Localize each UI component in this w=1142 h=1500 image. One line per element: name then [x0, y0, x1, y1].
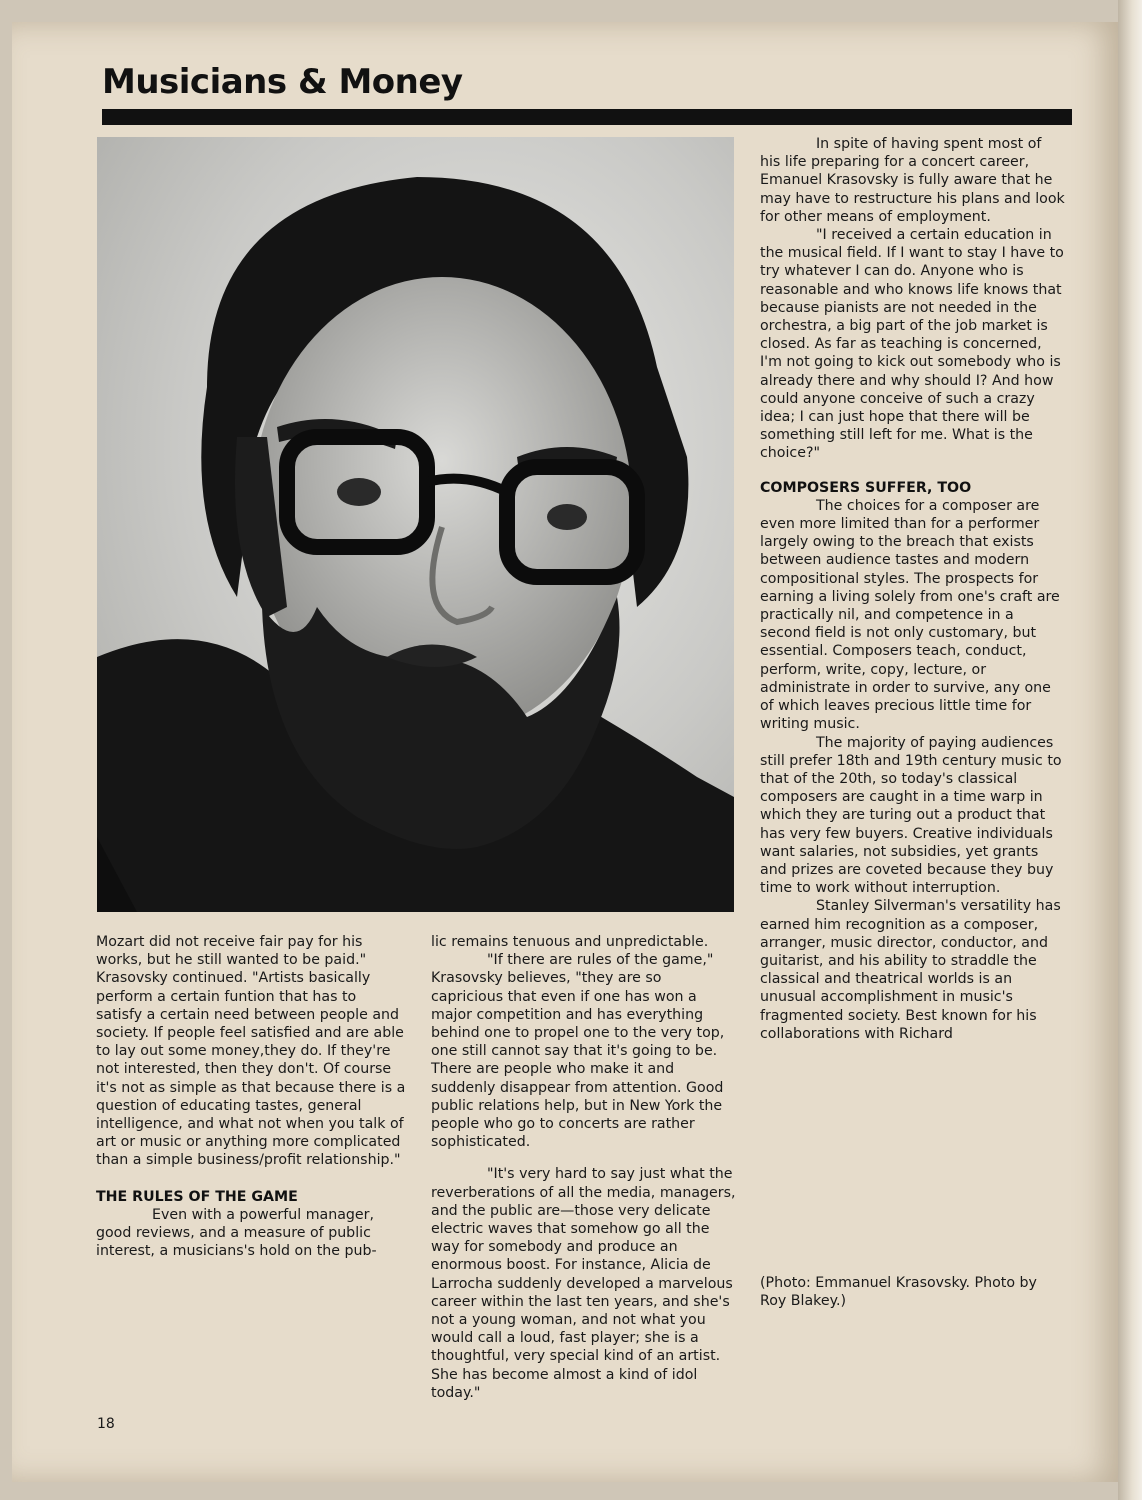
paragraph: Even with a powerful manager, good reviews, and a measure of public interest, a musicians's hold on the pub- [96, 1206, 377, 1260]
paragraph: The choices for a composer are even more limited than for a performer largely owing to the breach that exists between audience tastes and modern compositional styles. The prospects for earning a living solely from one's craft are practically nil, and competence in a second field is not only customary, but essential. Composers teach, conduct, perform, write, copy, lecture, or administrate in order to survive, any one of which leaves precious little time for writing music. [760, 497, 1060, 733]
paragraph: Mozart did not receive fair pay for his works, but he still wanted to be paid." Krasovsky continued. "Artists basically perform a certain funtion that has to satisfy a certain need between people and society. If people feel satisfied and are able to lay out some money,they do. If they're not interested, then they don't. Of course it's not as simple as that because there is a question of educating tastes, general intelligence, and what not when you talk of art or music or anything more complicated than a simple business/profit relationship." [96, 934, 406, 1169]
paragraph: The majority of paying audiences still prefer 18th and 19th century music to that of the 20th, so today's classical composers are caught in a time warp in which they are turing out a product that has very few buyers. Creative individuals want salaries, not subsidies, yet grants and prizes are coveted because they buy time to work without interruption. [760, 734, 1062, 897]
page-number: 18 [97, 1416, 115, 1432]
photo-caption: (Photo: Emmanuel Krasovsky. Photo by Roy Blakey.) [760, 1275, 1037, 1310]
column-left [96, 933, 406, 1260]
section-heading-composers-suffer: COMPOSERS SUFFER, TOO [760, 479, 972, 496]
column-middle [431, 933, 736, 1402]
page-title: Musicians & Money [102, 62, 463, 102]
paragraph: "If there are rules of the game," Krasovsky believes, "they are so capricious that even if one has won a major competition and has everything behind one to propel one to the very top, one still cannot say that it's going to be. There are people who make it and suddenly disappear from attention. Good public relations help, but in New York the people who go to concerts are rather sophisticated. [431, 952, 725, 1151]
title-rule [102, 109, 1072, 125]
portrait-illustration [97, 137, 734, 912]
paragraph: lic remains tenuous and unpredictable. [431, 934, 709, 950]
paragraph: "I received a certain education in the musical field. If I want to stay I have to try whatever I can do. Anyone who is reasonable and who knows life knows that because pianists are not needed in the orchestra, a big part of the job market is closed. As far as teaching is concerned, I'm not going to kick out somebody who is already there and why should I? And how could anyone conceive of such a crazy idea; I can just hope that there will be something still left for me. What is the choice?" [760, 227, 1064, 462]
portrait-photo [97, 137, 734, 912]
paragraph: "It's very hard to say just what the reverberations of all the media, managers, and the public are—those very delicate electric waves that somehow go all the way for somebody and produce an enormous boost. For instance, Alicia de Larrocha suddenly developed a marvelous career within the last ten years, and she's not a young woman, and not what you would call a loud, fast player; she is a thoughtful, very special kind of an artist. She has become almost a kind of idol today." [431, 1166, 736, 1401]
column-right [760, 135, 1065, 1043]
paragraph: Stanley Silverman's versatility has earned him recognition as a composer, arranger, music director, conductor, and guitarist, and his ability to straddle the classical and theatrical worlds is an unusual accomplishment in music's fragmented society. Best known for his collaborations with Richard [760, 898, 1061, 1042]
paragraph: In spite of having spent most of his life preparing for a concert career, Emanuel Krasovsky is fully aware that he may have to restructure his plans and look for other means of employment. [760, 136, 1065, 225]
section-heading-rules-of-the-game: THE RULES OF THE GAME [96, 1188, 298, 1205]
next-page-edge [1118, 0, 1142, 1500]
